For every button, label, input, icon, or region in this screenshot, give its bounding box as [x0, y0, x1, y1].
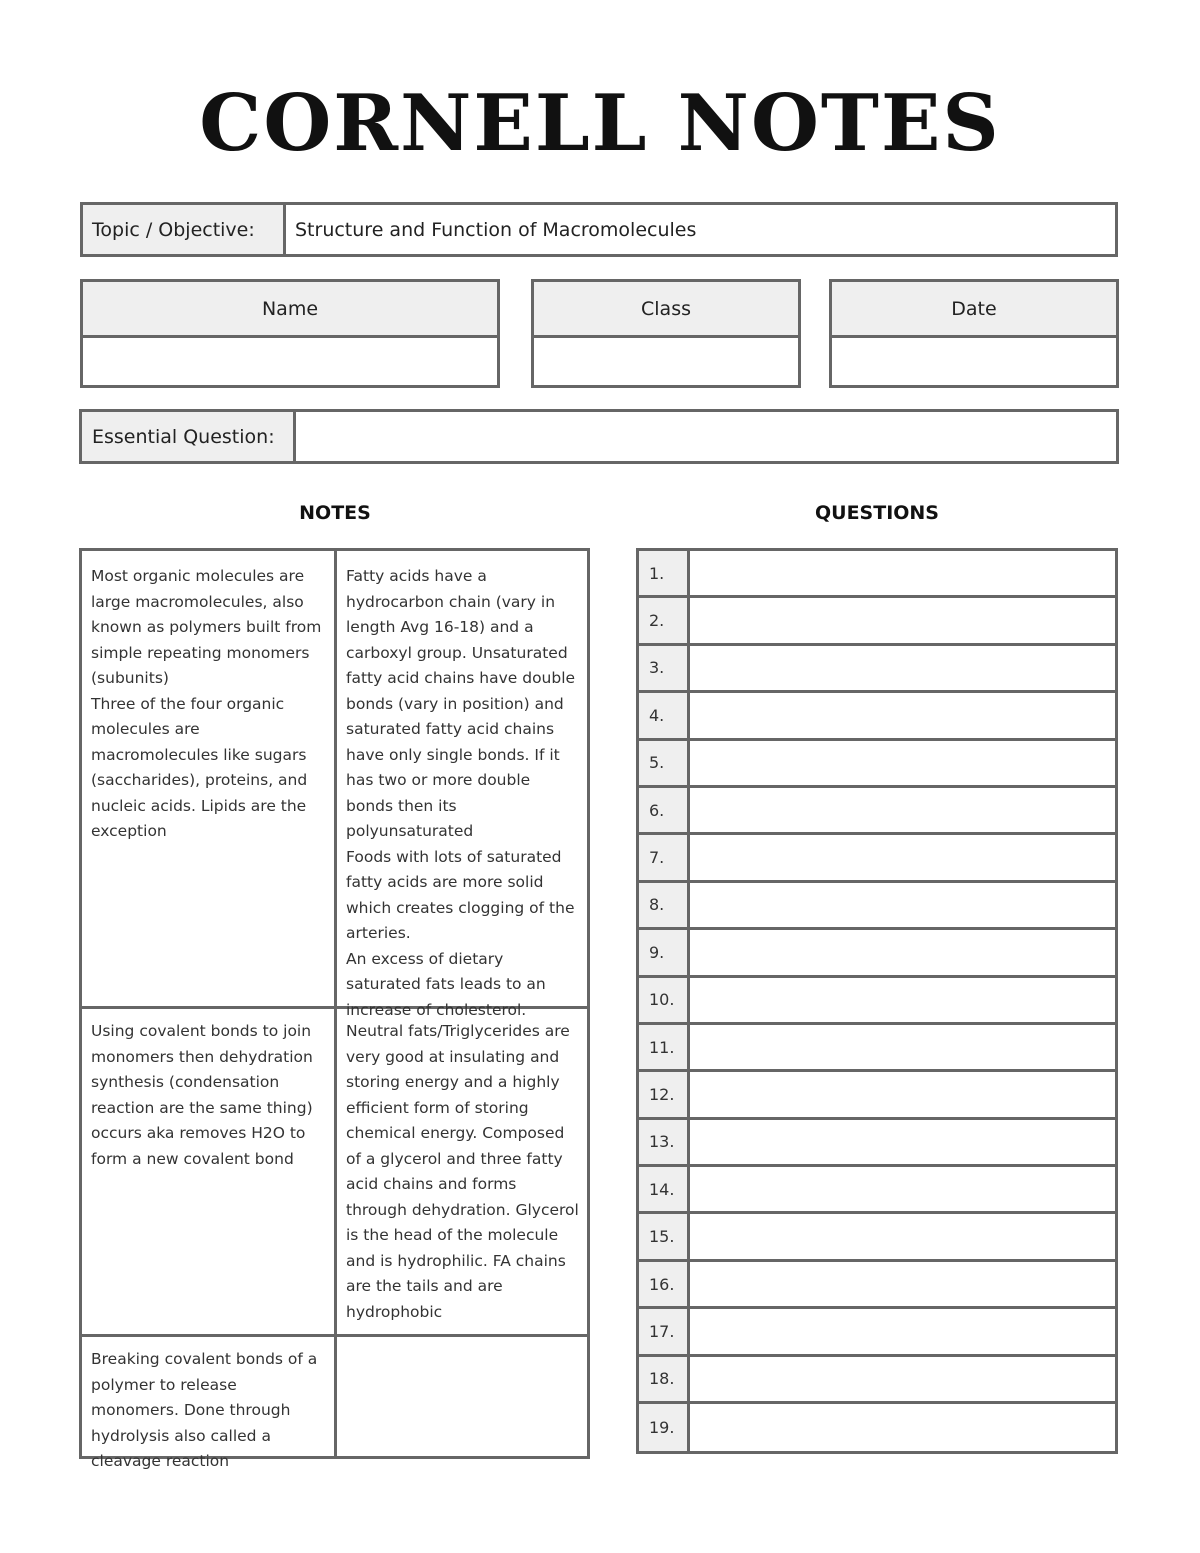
question-row [639, 741, 1115, 788]
questions-list [636, 548, 1118, 1454]
question-row [639, 1025, 1115, 1072]
question-number: 1. [639, 551, 690, 595]
questions-heading: QUESTIONS [814, 502, 939, 524]
essential-question-label: Essential Question: [82, 412, 296, 461]
question-row [639, 978, 1115, 1025]
question-row [639, 788, 1115, 835]
question-field[interactable] [690, 1309, 1115, 1353]
question-number: 9. [639, 930, 690, 974]
question-number: 7. [639, 835, 690, 879]
question-number: 10. [639, 978, 690, 1022]
question-field[interactable] [690, 646, 1115, 690]
class-box [531, 279, 801, 388]
question-number: 5. [639, 741, 690, 785]
notes-cell-left[interactable]: Most organic molecules are large macromolecules, also known as polymers built from simple repeating monomers (subunits) Three of the four organic molecules are macromolecules like sugars (saccharides), proteins, and nucleic acids. Lipids are the exception [82, 551, 337, 1006]
date-label: Date [832, 282, 1116, 338]
question-field[interactable] [690, 1262, 1115, 1306]
question-row [639, 1262, 1115, 1309]
notes-cell-right[interactable]: Neutral fats/Triglycerides are very good at insulating and storing energy and a highly efficient form of storing chemical energy. Composed of a glycerol and three fatty acid chains and forms through dehydration. Glycerol is the head of the molecule and is hydrophilic. FA chains are the tails and are hydrophobic [346, 1022, 579, 1321]
question-row [639, 1167, 1115, 1214]
notes-row [82, 1006, 587, 1337]
question-row [639, 1309, 1115, 1356]
question-row [639, 930, 1115, 977]
question-number: 11. [639, 1025, 690, 1069]
class-field[interactable] [534, 338, 798, 385]
notes-cell-right[interactable]: Fatty acids have a hydrocarbon chain (vary in length Avg 16-18) and a carboxyl group. Unsaturated fatty acid chains have double bonds (vary in position) and saturated fatty acid chains have only single bonds. If it has two or more double bonds then its polyunsaturated Foods with lots of saturated fatty acids are more solid which creates clogging of the arteries. An excess of dietary saturated fats leads to an increase of cholesterol. [346, 567, 576, 1019]
question-field[interactable] [690, 551, 1115, 595]
date-box [829, 279, 1119, 388]
question-number: 15. [639, 1214, 690, 1258]
question-field[interactable] [690, 1404, 1115, 1451]
essential-question-row [79, 409, 1119, 464]
question-field[interactable] [690, 978, 1115, 1022]
question-row [639, 598, 1115, 645]
question-field[interactable] [690, 1167, 1115, 1211]
topic-label: Topic / Objective: [83, 205, 286, 254]
question-field[interactable] [690, 1214, 1115, 1258]
question-number: 12. [639, 1072, 690, 1116]
question-row [639, 1072, 1115, 1119]
question-field[interactable] [690, 741, 1115, 785]
question-field[interactable] [690, 1120, 1115, 1164]
question-field[interactable] [690, 1072, 1115, 1116]
question-field[interactable] [690, 1025, 1115, 1069]
question-number: 6. [639, 788, 690, 832]
question-number: 17. [639, 1309, 690, 1353]
question-row [639, 551, 1115, 598]
question-row [639, 1214, 1115, 1261]
topic-objective-row [80, 202, 1118, 257]
essential-question-field[interactable] [296, 412, 1116, 461]
question-field[interactable] [690, 693, 1115, 737]
question-row [639, 883, 1115, 930]
question-row [639, 1357, 1115, 1404]
question-number: 8. [639, 883, 690, 927]
question-number: 18. [639, 1357, 690, 1401]
question-field[interactable] [690, 835, 1115, 879]
question-number: 3. [639, 646, 690, 690]
question-row [639, 646, 1115, 693]
question-number: 14. [639, 1167, 690, 1211]
notes-row [82, 551, 587, 1019]
name-field[interactable] [83, 338, 497, 385]
notes-grid [79, 548, 590, 1470]
question-row [639, 1120, 1115, 1167]
question-field[interactable] [690, 788, 1115, 832]
notes-row [82, 1334, 587, 1470]
question-number: 13. [639, 1120, 690, 1164]
notes-heading: NOTES [299, 502, 371, 524]
question-field[interactable] [690, 930, 1115, 974]
question-row [639, 693, 1115, 740]
date-field[interactable] [832, 338, 1116, 385]
question-field[interactable] [690, 1357, 1115, 1401]
notes-cell-left[interactable]: Breaking covalent bonds of a polymer to release monomers. Done through hydrolysis also called a cleavage reaction [82, 1334, 337, 1456]
name-label: Name [83, 282, 497, 338]
question-row [639, 835, 1115, 882]
notes-cell-right[interactable] [337, 1334, 587, 1456]
name-box [80, 279, 500, 388]
notes-cell-left[interactable]: Using covalent bonds to join monomers then dehydration synthesis (condensation reaction are the same thing) occurs aka removes H2O to form a new covalent bond [82, 1006, 337, 1334]
question-number: 2. [639, 598, 690, 642]
question-number: 19. [639, 1404, 690, 1451]
page-title: CORNELL NOTES [199, 78, 1001, 169]
question-number: 4. [639, 693, 690, 737]
question-field[interactable] [690, 598, 1115, 642]
topic-value-field[interactable]: Structure and Function of Macromolecules [295, 218, 697, 241]
question-number: 16. [639, 1262, 690, 1306]
question-row [639, 1404, 1115, 1451]
question-field[interactable] [690, 883, 1115, 927]
class-label: Class [534, 282, 798, 338]
